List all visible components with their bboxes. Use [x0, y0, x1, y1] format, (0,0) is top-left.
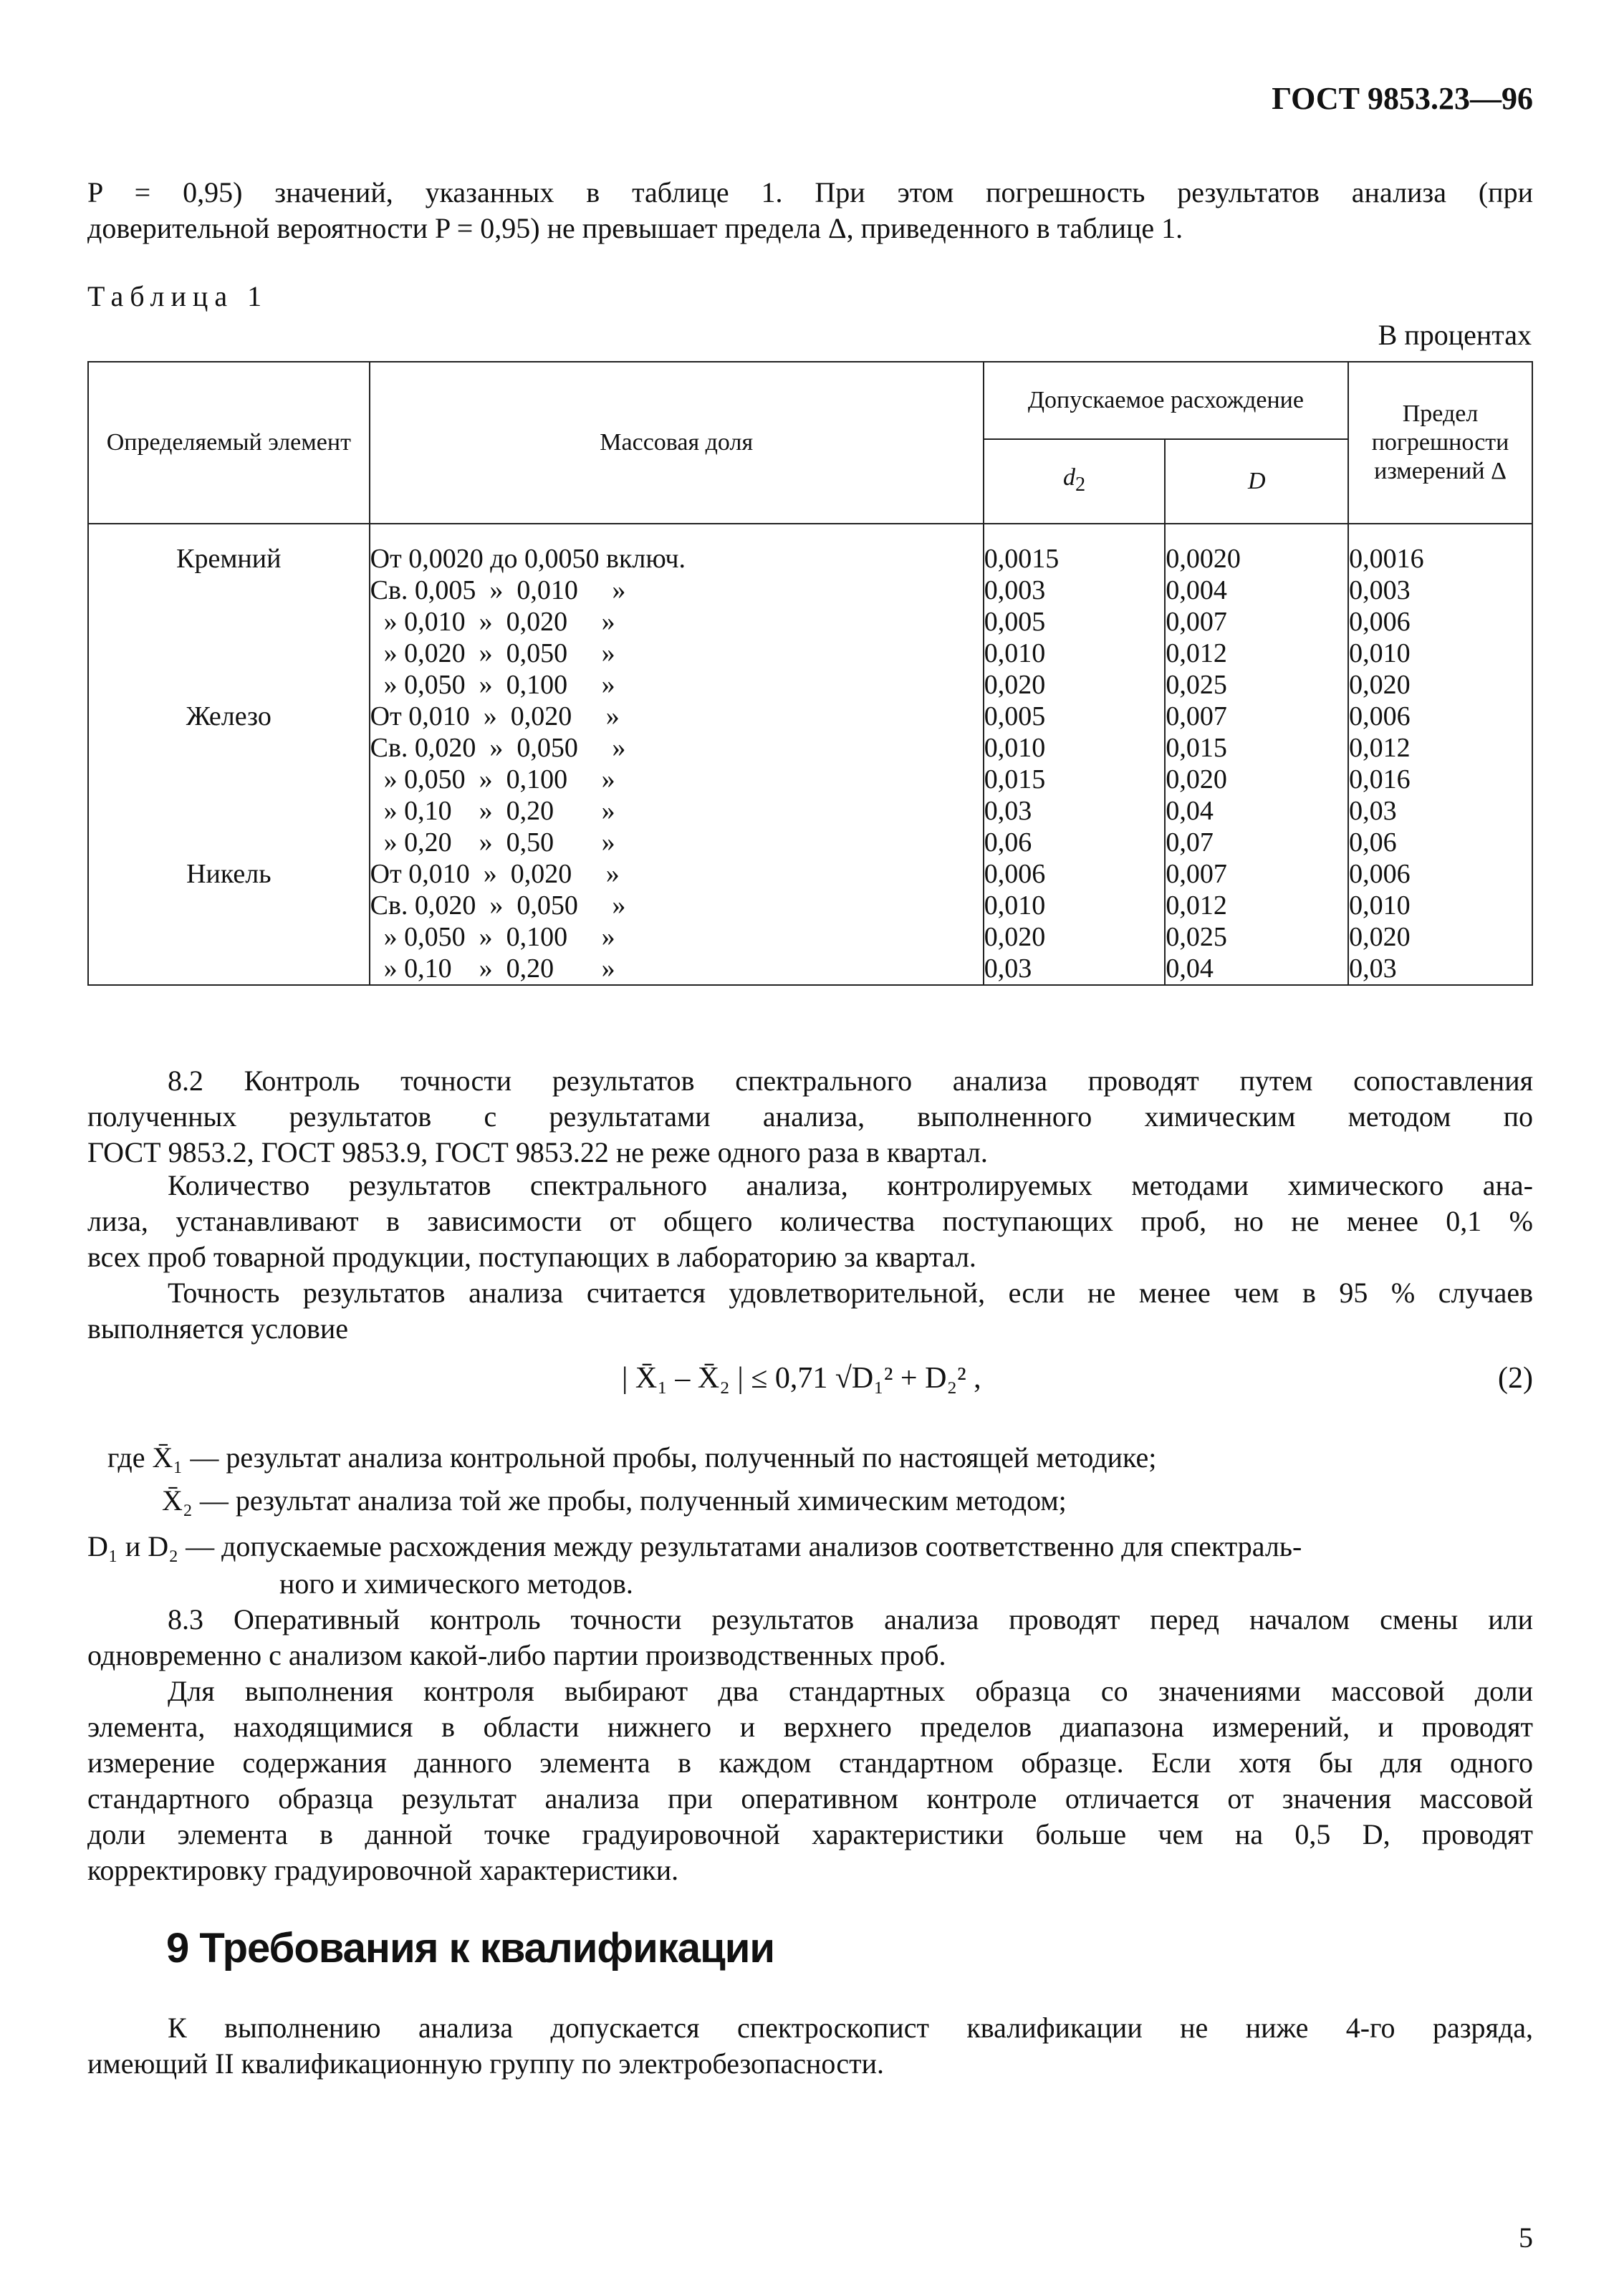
- paragraph-count: [87, 1168, 1533, 1275]
- text-line: корректировку градуировочной характеристики.: [87, 1854, 679, 1886]
- table-value: Св. 0,005 » 0,010 »: [370, 575, 626, 605]
- table-value: 0,006: [1349, 607, 1411, 637]
- definition-dash: —: [186, 1530, 215, 1562]
- data-table: [87, 361, 1533, 986]
- table-group-row: [88, 858, 1532, 985]
- table-cell-limit: [1348, 858, 1532, 985]
- table-value: От 0,010 » 0,020 »: [370, 859, 620, 889]
- table-value: 0,016: [1349, 764, 1411, 794]
- table-value: 0,005: [984, 607, 1046, 637]
- table-value: 0,006: [984, 859, 1046, 889]
- table-cell-D: [1165, 858, 1348, 985]
- table-value: 0,012: [1166, 890, 1227, 921]
- table-group-row: [88, 701, 1532, 858]
- table-value: 0,07: [1166, 827, 1214, 858]
- paragraph-8-2: [87, 1063, 1533, 1171]
- table-value: » 0,10 » 0,20 »: [370, 796, 615, 826]
- text-line: имеющий II квалификационную группу по электробезопасности.: [87, 2047, 885, 2080]
- table-value: 0,010: [984, 890, 1046, 921]
- definition-term: X̄₂: [162, 1484, 193, 1517]
- table-value: » 0,050 » 0,100 »: [370, 764, 615, 794]
- text-line: доверительной вероятности P = 0,95) не превышает предела Δ, приведенного в таблице 1.: [87, 212, 1183, 244]
- text-line: 8.2 Контроль точности результатов спектрального анализа проводят путем сопоставления: [168, 1065, 1533, 1097]
- table-value: 0,0015: [984, 544, 1060, 574]
- table-cell-element: [88, 701, 370, 858]
- table-value: От 0,0020 до 0,0050 включ.: [370, 544, 686, 574]
- definition-term: где X̄₁: [107, 1441, 183, 1474]
- table-value: 0,010: [984, 638, 1046, 668]
- text-line: P = 0,95) значений, указанных в таблице 1. При этом погрешность результатов анализа (при: [87, 176, 1533, 208]
- table-value: » 0,050 » 0,100 »: [370, 922, 615, 952]
- section-title: 9 Требования к квалификации: [166, 1925, 775, 1971]
- table-value: 0,020: [1349, 670, 1411, 700]
- text-line: доли элемента в данной точке градуировочной характеристики больше чем на 0,5 D, проводят: [87, 1818, 1533, 1850]
- table-caption: Таблица 1: [87, 280, 269, 312]
- table-cell-limit: [1348, 701, 1532, 858]
- table-value: 0,03: [984, 796, 1032, 826]
- table-cell-element: [88, 524, 370, 701]
- table-value: 0,03: [984, 954, 1032, 984]
- table-value: 0,007: [1166, 607, 1227, 637]
- table-value: 0,020: [984, 922, 1046, 952]
- formula-2: | X̄₁ – X̄₂ | ≤ 0,71 √D₁² + D₂² ,: [622, 1362, 981, 1395]
- table-cell-d2: [984, 701, 1166, 858]
- definition-dash: —: [199, 1484, 229, 1517]
- text-line: К выполнению анализа допускается спектроскопист квалификации не ниже 4-го разряда,: [168, 2012, 1533, 2044]
- table-value: 0,06: [1349, 827, 1397, 858]
- text-line: 8.3 Оперативный контроль точности результатов анализа проводят перед началом смены или: [168, 1603, 1533, 1635]
- text-line: Для выполнения контроля выбирают два стандартных образца со значениями массовой доли: [168, 1675, 1533, 1707]
- text-line: лиза, устанавливают в зависимости от общего количества поступающих проб, но не менее 0,1 %: [87, 1205, 1533, 1237]
- text-line: всех проб товарной продукции, поступающих в лабораторию за квартал.: [87, 1241, 976, 1273]
- paragraph-control: [87, 1673, 1533, 1888]
- intro-paragraph: [87, 175, 1533, 246]
- table-cell-mass: [370, 858, 984, 985]
- table-value: 0,025: [1166, 922, 1227, 952]
- definition-text: результат анализа той же пробы, полученный химическим методом;: [235, 1484, 1067, 1517]
- column-header-D: D: [1165, 439, 1348, 524]
- table-value: Св. 0,020 » 0,050 »: [370, 733, 626, 763]
- table-value: От 0,010 » 0,020 »: [370, 701, 620, 731]
- text-line: стандартного образца результат анализа при оперативном контроле отличается от значения массовой: [87, 1782, 1533, 1815]
- definition-text: допускаемые расхождения между результатами анализов соответственно для спектраль-: [221, 1530, 1302, 1562]
- table-value: 0,0016: [1349, 544, 1424, 574]
- table-value: 0,03: [1349, 954, 1397, 984]
- table-value: 0,015: [1166, 733, 1227, 763]
- section-9-paragraph: [87, 2010, 1533, 2082]
- table-group-row: [88, 524, 1532, 701]
- table-value: 0,010: [1349, 890, 1411, 921]
- element-name: Никель: [186, 859, 272, 889]
- table-cell-d2: [984, 524, 1166, 701]
- table-value: 0,025: [1166, 670, 1227, 700]
- definition-dash: —: [190, 1441, 219, 1474]
- table-value: 0,015: [984, 764, 1046, 794]
- text-line: ГОСТ 9853.2, ГОСТ 9853.9, ГОСТ 9853.22 не реже одного раза в квартал.: [87, 1136, 988, 1168]
- text-line: измерение содержания данного элемента в каждом стандартном образце. Если хотя бы для одного: [87, 1747, 1533, 1779]
- table-value: 0,006: [1349, 701, 1411, 731]
- table-value: » 0,10 » 0,20 »: [370, 954, 615, 984]
- paragraph-8-3: [87, 1602, 1533, 1673]
- element-name: Кремний: [176, 544, 282, 574]
- definition-x1: [107, 1440, 1156, 1476]
- table-value: » 0,010 » 0,020 »: [370, 607, 615, 637]
- table-value: 0,020: [984, 670, 1046, 700]
- table-value: 0,006: [1349, 859, 1411, 889]
- table-value: » 0,020 » 0,050 »: [370, 638, 615, 668]
- table-value: 0,012: [1166, 638, 1227, 668]
- table-value: 0,003: [984, 575, 1046, 605]
- formula-number: (2): [1498, 1362, 1533, 1395]
- column-header-limit: Предел погрешности измерений Δ: [1348, 362, 1532, 524]
- element-name: Железо: [186, 701, 272, 731]
- table-cell-mass: [370, 524, 984, 701]
- table-value: 0,007: [1166, 701, 1227, 731]
- table-cell-element: [88, 858, 370, 985]
- table-cell-mass: [370, 701, 984, 858]
- table-value: 0,06: [984, 827, 1032, 858]
- text-line: полученных результатов с результатами анализа, выполненного химическим методом по: [87, 1100, 1533, 1133]
- table-value: 0,04: [1166, 954, 1214, 984]
- definition-d1-d2: [87, 1529, 1533, 1565]
- table-value: 0,020: [1349, 922, 1411, 952]
- table-value: 0,003: [1349, 575, 1411, 605]
- table-value: 0,005: [984, 701, 1046, 731]
- text-line: Количество результатов спектрального анализа, контролируемых методами химического ана-: [168, 1169, 1533, 1201]
- text-line: одновременно с анализом какой-либо партии производственных проб.: [87, 1639, 946, 1671]
- page-number: 5: [1519, 2221, 1533, 2254]
- table-value: Св. 0,020 » 0,050 »: [370, 890, 626, 921]
- table-value: 0,004: [1166, 575, 1227, 605]
- table-cell-D: [1165, 701, 1348, 858]
- column-header-mass: Массовая доля: [370, 362, 984, 524]
- table-value: » 0,050 » 0,100 »: [370, 670, 615, 700]
- definition-text: результат анализа контрольной пробы, полученный по настоящей методике;: [226, 1441, 1157, 1474]
- definition-continuation: ного и химического методов.: [279, 1567, 633, 1600]
- text-line: выполняется условие: [87, 1312, 349, 1345]
- table-value: 0,010: [1349, 638, 1411, 668]
- column-header-d2: $d_2$: [984, 439, 1166, 524]
- table-value: 0,010: [984, 733, 1046, 763]
- table-cell-D: [1165, 524, 1348, 701]
- definition-x2: [162, 1483, 1067, 1519]
- column-header-element: Определяемый элемент: [88, 362, 370, 524]
- table-unit: В процентах: [1378, 319, 1532, 351]
- text-line: элемента, находящимися в области нижнего и верхнего пределов диапазона измерений, и проводят: [87, 1711, 1533, 1743]
- table-cell-limit: [1348, 524, 1532, 701]
- table-value: 0,012: [1349, 733, 1411, 763]
- definition-term: D₁ и D₂: [87, 1530, 179, 1562]
- table-value: 0,03: [1349, 796, 1397, 826]
- table-value: 0,020: [1166, 764, 1227, 794]
- text-line: Точность результатов анализа считается удовлетворительной, если не менее чем в 95 % случаев: [168, 1277, 1533, 1309]
- table-value: 0,007: [1166, 859, 1227, 889]
- document-header: ГОСТ 9853.23—96: [1272, 81, 1533, 116]
- paragraph-accuracy: [87, 1275, 1533, 1347]
- table-cell-d2: [984, 858, 1166, 985]
- table-value: 0,0020: [1166, 544, 1241, 574]
- column-header-discrepancy: Допускаемое расхождение: [984, 362, 1348, 439]
- table-value: » 0,20 » 0,50 »: [370, 827, 615, 858]
- table-value: 0,04: [1166, 796, 1214, 826]
